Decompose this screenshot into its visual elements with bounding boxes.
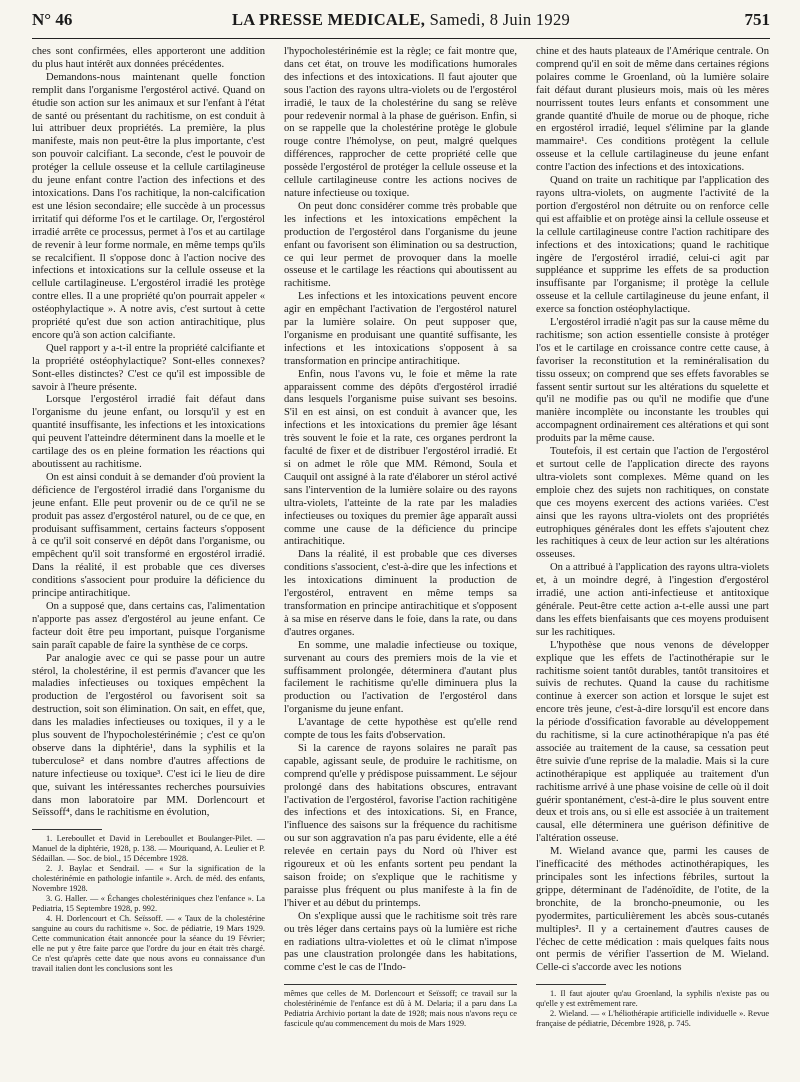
paragraph: L'hypothèse que nous venons de développer explique que les effets de l'actinothérapie sur le rachitisme soient tantôt durables, tantôt transitoires et suivis de rechutes. Quand la cause du rachitisme continue à exercer son action et lorsque le sujet est encore très jeune, c'est-à-dire lorsqu'il est encore dans la période d'ossification favorable au développement du rachitisme, si la cure actinothérapique n'a pas été associée au traitement de la cause, sa cessation peut être suivie d'une reprise de la maladie. Mais si la cure actinothérapique est appliquée au traitement d'un rachitisme arrivé à une phase voisine de celle où il doit guérir spontanément, c'est-à-dire le plus souvent entre deux et trois ans, ou si elle est associée à un traitement causal, elle déterminera une guérison définitive de l'altération osseuse. [536, 639, 769, 845]
footnote: 4. H. Dorlencourt et Ch. Seïssoff. — « Taux de la cholestérine sanguine au cours du rachitisme ». Soc. de pédiatrie, 19 Mars 1929. Cette communication était annoncée pour la séance du 19 Février; elle ne put y être faite parce que l'ordre du jour en était très chargé. Ce n'est qu'après cette date que nous avons eu connaissance d'un travail italien dont les conclusions sont les [32, 914, 265, 974]
issue-date: Samedi, 8 Juin 1929 [429, 10, 571, 29]
paragraph: Lorsque l'ergostérol irradié fait défaut dans l'organisme du jeune enfant, ou lorsqu'il y est en quantité insuffisante, les infections et les intoxications qui peuvent l'atteindre déterminent dans la moelle et le cartilage des os en pleine formation les réactions qui aboutissent au rachitisme. [32, 394, 265, 470]
text-column-1 [32, 46, 265, 1076]
paragraph: Quel rapport y a-t-il entre la propriété calcifiante et la propriété ostéophylactique? Sont-elles connexes? Sont-elles distinctes? C'est ce qu'il est impossible de savoir à l'heure présente. [32, 342, 265, 393]
footnote-divider [284, 984, 517, 985]
paragraph: L'ergostérol irradié n'agit pas sur la cause même du rachitisme; son action essentielle consiste à protéger l'os et le cartilage en croissance contre cette cause, à favoriser la reconstitution et la reminéralisation du tissu osseux; on comprend que ses effets favorables se fassent sentir surtout sur les altérations du squelette et qu'il ne modifie pas ou qu'il ne modifie que d'une manière incomplète ou inconstante les troubles qui accompagnent ordinairement ces altérations et qui sont produits par la même cause. [536, 317, 769, 445]
footnote: 1. Il faut ajouter qu'au Groenland, la syphilis n'existe pas ou qu'elle y est extrêmement rare. [536, 989, 769, 1009]
paragraph: chine et des hauts plateaux de l'Amérique centrale. On comprend qu'il en soit de même dans certaines régions polaires comme le Groenland, où la lumière solaire fait défaut durant plusieurs mois, mais où les mères nourrissent toutes leurs enfants et consomment une grande quantité d'huile de morue ou de phoque, riche en ergostérol irradié, lequel s'élimine par la glande mammaire¹. Ces conditions protègent la cellule osseuse et la cellule cartilagineuse du jeune enfant contre l'action des infections et des intoxications. [536, 46, 769, 174]
footnote-divider [536, 984, 606, 985]
paragraph: Demandons-nous maintenant quelle fonction remplit dans l'organisme l'ergostérol activé. Quand on étudie son action sur les animaux et sur l'enfant à l'état de santé ou présentant du rachitisme, on est conduit à lui attribuer deux propriétés. La première, la plus manifeste, mais non peut-être la plus importante, c'est son pouvoir calcifiant. La seconde, c'est le pouvoir de protéger la cellule osseuse et la cellule cartilagineuse du jeune enfant contre l'action des infections et des intoxications. Dans l'os rachitique, la non-calcification est une lésion secondaire; elle succède à un processus irritatif qui déforme l'os et le cartilage. Or, l'ergostérol irradié arrête ce processus, permet à l'os et au cartilage de revenir à leur forme normale, en même temps qu'ils se recalcifient. Il s'oppose donc à l'action nocive des infections et intoxications sur la cellule osseuse et la cellule cartilagineuse. L'ergostérol irradié les protège contre elles. Il a une propriété qu'on pourrait appeler « ostéophylactique ». A notre avis, c'est surtout à cette propriété qu'est due son action antirachitique, plus encore qu'à son action calcifiante. [32, 71, 265, 341]
footnote: 2. Wieland. — « L'héliothérapie artificielle individuelle ». Revue française de pédiatrie, Décembre 1928, p. 745. [536, 1009, 769, 1029]
footnote: 1. Lereboullet et David in Lereboullet et Boulanger-Pilet. — Manuel de la diphtérie, 1928, p. 138. — Mouriquand, A. Leulier et P. Sédaillan. — Soc. de biol., 15 Décembre 1928. [32, 834, 265, 864]
paragraph: En somme, une maladie infectieuse ou toxique, survenant au cours des premiers mois de la vie et suffisamment prolongée, déterminera d'autant plus facilement le rachitisme qu'elle diminuera plus la production ou l'activation de l'ergostérol dans l'organisme du jeune enfant. [284, 639, 517, 716]
paragraph: l'hypocholestérinémie est la règle; ce fait montre que, dans cet état, on trouve les modifications humorales des infections et des intoxications. Il faut ajouter que sous l'action des rayons ultra-violets ou de l'ergostérol irradié, le taux de la cholestérine du sang se relève pour redevenir normal à la phase de guérison. Enfin, si on se rappelle que la cholestérine protège le globule rouge contre l'hémolyse, on peut, malgré quelques différences, rapprocher de cette propriété celle que possède l'ergostérol de protéger la cellule osseuse et la cellule cartilagineuse contre les actions nocives de nature infectieuse ou toxique. [284, 46, 517, 199]
paragraph: Les infections et les intoxications peuvent encore agir en empêchant l'activation de l'ergostérol naturel par la lumière solaire. On peut supposer que, l'organisme en produisant une quantité suffisante, les infections et les intoxications s'opposent à sa transformation en principe antirachitique. [284, 291, 517, 367]
footnote: 3. G. Haller. — « Échanges cholestériniques chez l'enfance ». La Pediatria, 15 Septembre 1928, p. 992. [32, 894, 265, 914]
issue-number: N° 46 [32, 10, 73, 29]
paragraph: Toutefois, il est certain que l'action de l'ergostérol et surtout celle de l'application directe des rayons ultra-violets sont complexes. Même quand on les emploie chez des sujets non rachitiques, on constate que ces moyens exercent des actions variées. C'est ainsi que les rayons ultra-violets ont des propriétés eutrophiques générales dont les effets s'ajoutent chez les rachitiques à ceux de leur action sur les altérations osseuses. [536, 446, 769, 561]
footnote: mêmes que celles de M. Dorlencourt et Seïssoff; ce travail sur la cholestérinémie de l'enfance est dû à M. Delaria; il a paru dans La Pediatria Archivio portant la date de 1928; mais nous n'avons reçu ce fascicule qu'au commencement du mois de Mars 1929. [284, 989, 517, 1029]
paragraph: L'avantage de cette hypothèse est qu'elle rend compte de tous les faits d'observation. [284, 717, 517, 742]
paragraph: On est ainsi conduit à se demander d'où provient la déficience de l'ergostérol irradié dans l'organisme du jeune enfant. Elle peut provenir ou de ce qu'il ne se produit pas assez d'ergostérol naturel, ou de ce que, en produisant suffisamment, certains facteurs s'opposent à ce qu'il soit conservé en dépôt dans l'organisme, ou empêchent qu'il soit transformé en ergostérol irradié. Dans la réalité, il est probable que ces diverses conditions s'associent pour produire la déficience du principe antirachitique. [32, 471, 265, 600]
paragraph: Si la carence de rayons solaires ne paraît pas capable, agissant seule, de produire le rachitisme, on comprend qu'elle y prédispose puissamment. Le séjour prolongé dans des habitations obscures, entravant l'activation de l'ergostérol, favorise l'action rachitigène des infections et des intoxications. Si, en France, l'influence des saisons sur la fréquence du rachitisme ou sur son aggravation n'a pas paru évidente, elle a été relevée en certain pays du Nord où l'hiver est rigoureux et où les enfants sortent peu pendant la saison froide; on s'explique que le rachitisme y paraisse plus fréquent ou plus manifeste à la fin de l'hiver et au début du printemps. [284, 742, 517, 909]
paragraph: On a attribué à l'application des rayons ultra-violets et, à un moindre degré, à l'ingestion d'ergostérol irradié, une action anti-infectieuse et antitoxique générale. Peut-être cette action a-t-elle aussi une part dans les effets bienfaisants que ces moyens produisent sur les rachitiques. [536, 562, 769, 638]
page-number: 751 [744, 10, 770, 29]
journal-title: LA PRESSE MEDICALE, [231, 10, 426, 29]
page-header [32, 4, 770, 39]
paragraph: On s'explique aussi que le rachitisme soit très rare ou très léger dans certains pays où la lumière est riche en radiations ultra-violettes et où le climat n'impose pas une claustration prolongée dans les habitations, comme c'est le cas de l'Indo- [284, 910, 517, 974]
paragraph: On peut donc considérer comme très probable que les infections et les intoxications empêchent la production de l'ergostérol dans l'organisme du jeune enfant ou favorisent son élimination ou sa destruction, ce qui leur permet de provoquer dans la moelle osseuse et le cartilage les réactions qui aboutissent au rachitisme. [284, 200, 517, 290]
journal-title-line [32, 10, 770, 30]
paragraph: Quand on traite un rachitique par l'application des rayons ultra-violets, on augmente l'activité de la portion d'ergostérol non détruite ou on renforce celle qui est affaiblie et on protège ainsi la cellule osseuse et la cellule cartilagineuse contre l'action rachitipare des infections et des intoxications; quand le rachitique ingère de l'ergostérol irradié, celui-ci agit par suppléance et supprime les effets de sa production insuffisante par l'organisme; il protège la cellule osseuse et la cellule cartilagineuse du jeune enfant, il exerce sa fonction ostéophylactique. [536, 175, 769, 316]
paragraph: M. Wieland avance que, parmi les causes de l'inefficacité des méthodes actinothérapiques, les principales sont les infections fébriles, surtout la grippe, déterminant de l'adénoïdite, de l'otite, de la bronchite, de la broncho-pneumonie, ou les pyodermites, particulièrement les abcès sous-cutanés multiples². Il y a certainement d'autres causes de l'échec de cette médication : mais quelques faits nous ont permis de vérifier l'assertion de M. Wieland. Celle-ci s'accorde avec les notions [536, 846, 769, 974]
paragraph: Dans la réalité, il est probable que ces diverses conditions s'associent, c'est-à-dire que les infections et les intoxications diminuent la production de l'ergostérol, entravent en même temps sa transformation en principe antirachitique et s'opposent à sa mise en réserve dans le foie, dans la rate, ou dans d'autres organes. [284, 549, 517, 638]
footnote: 2. J. Baylac et Sendrail. — « Sur la signification de la cholestérinémie en pathologie infantile ». Arch. de méd. des enfants, Novembre 1928. [32, 864, 265, 894]
paragraph: Par analogie avec ce qui se passe pour un autre stérol, la cholestérine, il est permis d'avancer que les maladies infectieuses ou toxiques empêchent la production de l'ergostérol ou favorisent soit sa destruction, soit son élimination. On sait, en effet, que, dans les maladies infectieuses ou toxiques, il y a le plus souvent de l'hypocholestérinémie ; c'est ce qu'on observe dans la diphtérie¹, dans la syphilis et la tuberculose² et dans nombre d'autres affections de nature infectieuse ou toxique³. C'est ici le lieu de dire que, suivant les intéressantes recherches poursuivies dans mon laboratoire par MM. Dorlencourt et Seïssoff⁴, dans le rachitisme en évolution, [32, 652, 265, 819]
paragraph: On a supposé que, dans certains cas, l'alimentation n'apporte pas assez d'ergostérol au jeune enfant. Ce facteur doit être peu important, puisque l'organisme sain paraît capable de faire la synthèse de ce corps. [32, 600, 265, 651]
paragraph: Enfin, nous l'avons vu, le foie et même la rate apparaissent comme des dépôts d'ergostérol irradié dans lesquels l'organisme puise suivant ses besoins. S'il en est ainsi, on est conduit à avancer que, les infections et les intoxications du premier âge lésant très souvent le foie et la rate, ces organes perdront la faculté de fixer et de distribuer l'ergostérol irradié. Et si on admet le rôle que MM. Rémond, Soula et Cauquil ont assigné à la rate d'élaborer un stérol activé sans l'intervention de la lumière solaire ou des rayons ultra-violets, l'atteinte de la rate par les maladies infectieuses ou toxiques du premier âge apparaît aussi comme une cause de la déficience du principe antirachitique. [284, 368, 517, 548]
text-column-3 [536, 46, 769, 1076]
paragraph: ches sont confirmées, elles apporteront une addition du plus haut intérêt aux données précédentes. [32, 46, 265, 70]
footnote-divider [32, 829, 102, 830]
text-column-2 [284, 46, 517, 1076]
